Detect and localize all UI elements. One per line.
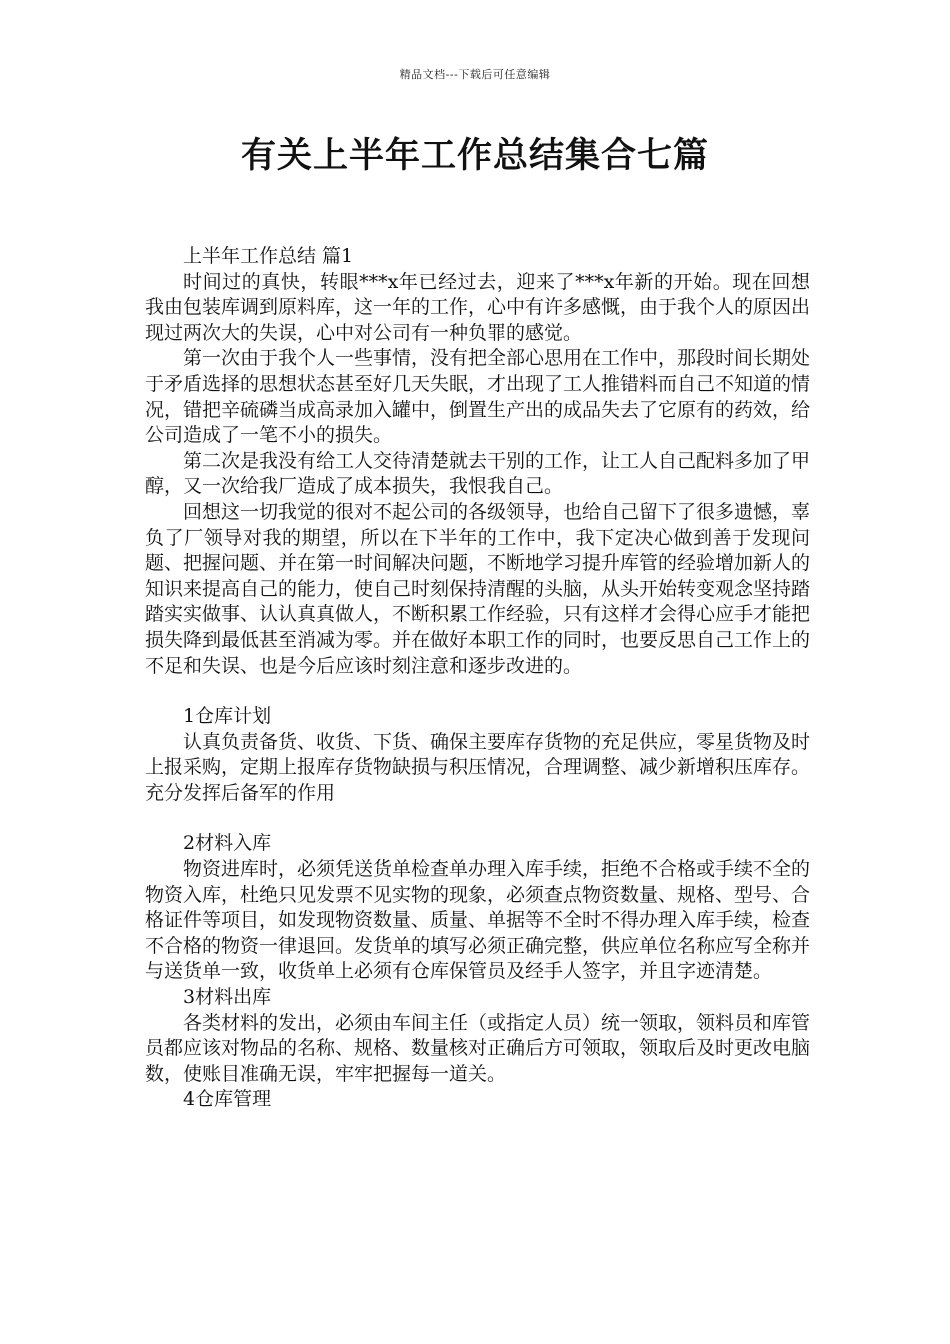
item-heading-material-inbound: 2材料入库 xyxy=(183,832,272,855)
paragraph: 时间过的真快，转眼***x年已经过去，迎来了***x年新的开始。现在回想我由包装库调到原料库，这一年的工作，心中有许多感慨，由于我个人的原因出现过两次大的失误，心中对公司有一种负罪的感觉。 xyxy=(145,270,811,344)
section-heading: 上半年工作总结 篇1 xyxy=(183,245,354,267)
paragraph: 第二次是我没有给工人交待清楚就去干别的工作，让工人自己配料多加了甲醇，又一次给我厂造成了成本损失，我恨我自己。 xyxy=(145,449,811,498)
page-header-note: 精品文档---下载后可任意编辑 xyxy=(399,68,551,81)
item-heading-warehouse-plan: 1仓库计划 xyxy=(183,705,272,728)
document-title: 有关上半年工作总结集合七篇 xyxy=(240,136,709,176)
spacer xyxy=(145,806,810,831)
paragraph: 第一次由于我个人一些事情，没有把全部心思用在工作中，那段时间长期处于矛盾选择的思想状态甚至好几天失眠，才出现了工人推错料而自己不知道的情况，错把辛硫磷当成高录加入罐中，倒置生产出的成品失去了它原有的药效，给公司造成了一笔不小的损失。 xyxy=(145,347,811,447)
document-body xyxy=(145,244,810,1113)
item-heading-warehouse-management: 4仓库管理 xyxy=(183,1088,272,1111)
paragraph: 回想这一切我觉的很对不起公司的各级领导，也给自己留下了很多遗憾，辜负了厂领导对我的期望，所以在下半年的工作中，我下定决心做到善于发现问题、把握问题、并在第一时间解决问题，不断地学习提升库管的经验增加新人的知识来提高自己的能力，使自己时刻保持清醒的头脑，从头开始转变观念坚持踏踏实实做事、认认真真做人，不断积累工作经验，只有这样才会得心应手才能把损失降到最低甚至消减为零。并在做好本职工作的同时，也要反思自己工作上的不足和失误、也是今后应该时刻注意和逐步改进的。 xyxy=(145,500,811,677)
item-heading-material-outbound: 3材料出库 xyxy=(183,986,272,1009)
paragraph: 各类材料的发出，必须由车间主任（或指定人员）统一领取，领料员和库管员都应该对物品的名称、规格、数量核对正确后方可领取，领取后及时更改电脑数，使账目准确无误，牢牢把握每一道关。 xyxy=(145,1011,811,1085)
paragraph: 物资进库时，必须凭送货单检查单办理入库手续，拒绝不合格或手续不全的物资入库，杜绝只见发票不见实物的现象，必须查点物资数量、规格、型号、合格证件等项目，如发现物资数量、质量、单据等不全时不得办理入库手续，检查不合格的物资一律退回。发货单的填写必须正确完整，供应单位名称应写全称并与送货单一致，收货单上必须有仓库保管员及经手人签字，并且字迹清楚。 xyxy=(145,858,811,983)
spacer xyxy=(145,679,810,704)
paragraph: 认真负责备货、收货、下货、确保主要库存货物的充足供应，零星货物及时上报采购，定期上报库存货物缺损与积压情况，合理调整、减少新增积压库存。充分发挥后备军的作用 xyxy=(145,730,811,804)
